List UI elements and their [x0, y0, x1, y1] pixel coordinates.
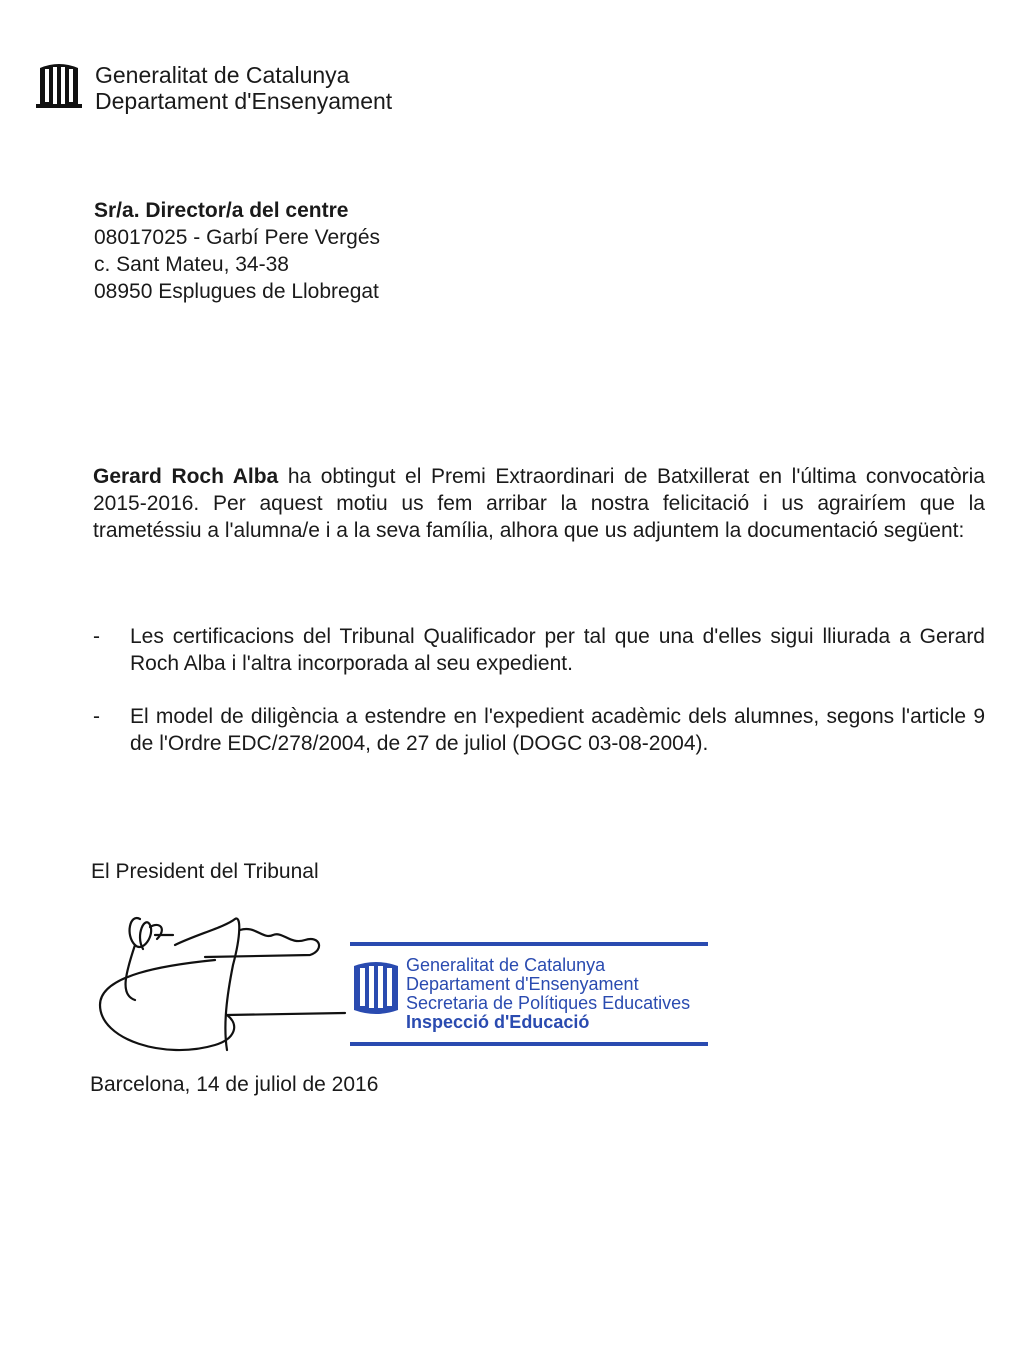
- student-name: Gerard Roch Alba: [93, 465, 279, 488]
- recipient-line-2: c. Sant Mateu, 34-38: [94, 253, 289, 276]
- letter-date: Barcelona, 14 de juliol de 2016: [90, 1073, 379, 1096]
- list-dash: -: [93, 625, 100, 648]
- signatory-title: El President del Tribunal: [91, 860, 319, 883]
- list-item: [93, 623, 985, 677]
- stamp-bottom-bar: [350, 1042, 708, 1046]
- official-stamp: [348, 938, 710, 1050]
- stamp-line-3: Secretaria de Polítiques Educatives: [406, 993, 691, 1013]
- list-item-text: El model de diligència a estendre en l'expedient acadèmic dels alumnes, segons l'article 9 de l'Ordre EDC/278/2004, de 27 de juliol (DOGC 03-08-2004).: [130, 705, 985, 755]
- list-dash: -: [93, 705, 100, 728]
- stamp-top-bar: [350, 942, 708, 946]
- stamp-line-1: Generalitat de Catalunya: [406, 955, 606, 975]
- recipient-block: [94, 197, 380, 305]
- list-item: [93, 703, 985, 757]
- header-org: [95, 62, 392, 114]
- stamp-line-4: Inspecció d'Educació: [406, 1012, 590, 1032]
- stamp-line-2: Departament d'Ensenyament: [406, 974, 639, 994]
- generalitat-logo-icon: [36, 60, 82, 110]
- recipient-title: Sr/a. Director/a del centre: [94, 199, 349, 222]
- body-text: ha obtingut el Premi Extraordinari de Batxillerat en l'última convocatòria 2015-2016. Per aquest motiu us fem arribar la nostra felicitació i us agrairíem que la trametéssiu a l'alumna/e i a la seva família, alhora que us adjuntem la documentació següent:: [93, 465, 985, 542]
- generalitat-stamp-logo-icon: [350, 960, 402, 1016]
- header-line-2: Departament d'Ensenyament: [95, 88, 393, 114]
- list-item-text: Les certificacions del Tribunal Qualificador per tal que una d'elles sigui lliurada a Gerard Roch Alba i l'altra incorporada al seu expedient.: [130, 625, 985, 675]
- stamp-text: [406, 956, 690, 1032]
- header-line-1: Generalitat de Catalunya: [95, 62, 350, 88]
- handwritten-signature: [95, 905, 355, 1065]
- recipient-line-1: 08017025 - Garbí Pere Vergés: [94, 226, 381, 249]
- recipient-line-3: 08950 Esplugues de Llobregat: [94, 280, 379, 303]
- body-paragraph: [93, 463, 985, 544]
